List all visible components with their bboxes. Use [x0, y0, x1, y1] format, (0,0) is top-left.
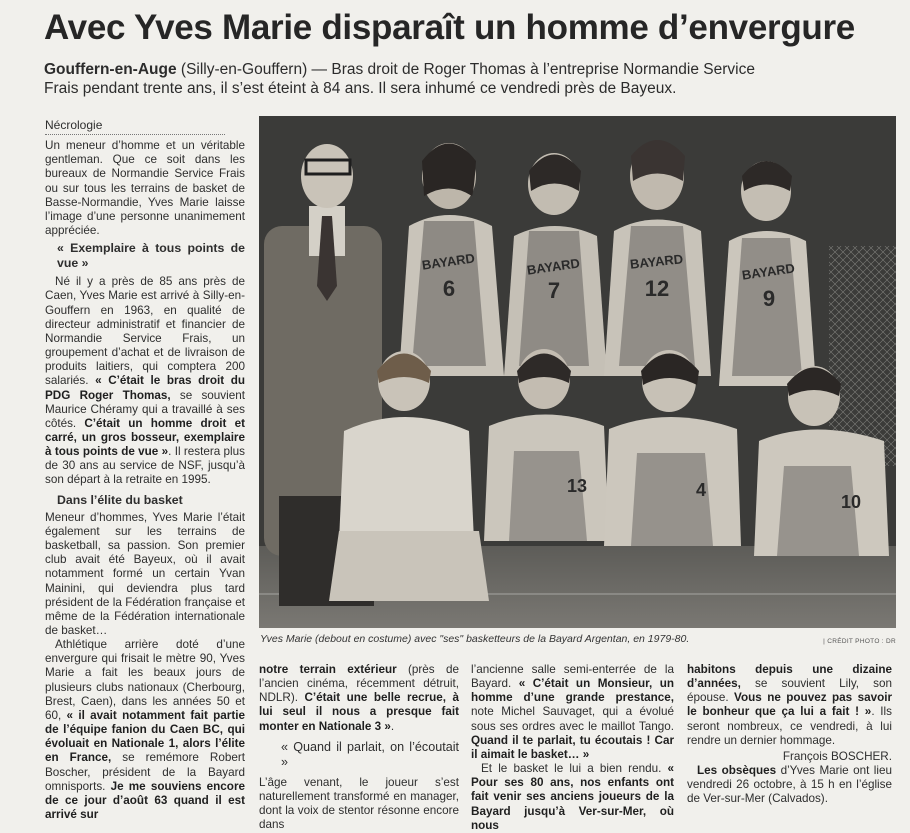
subheading-ecoutait: « Quand il parlait, on l’écoutait » [281, 739, 459, 769]
rubric-label: Nécrologie [45, 118, 225, 135]
standfirst-line2: Frais pendant trente ans, il s’est éteint à 84 ans. Il sera inhumé ce vendredi près de Bayeux. [44, 80, 677, 97]
column-1 [45, 118, 245, 822]
paragraph-manager: L’âge venant, le joueur s’est naturellement transformé en manager, dont la voix de stentor résonne encore dans [259, 775, 459, 832]
jersey-number-1: 6 [442, 276, 456, 301]
quote-homme-droit: C’était un homme droit et carré, un gros bosseur, exemplaire à tous points de vue » [45, 416, 245, 459]
obseques-label: Les obsèques [697, 764, 777, 778]
paragraph-hommage [687, 663, 892, 748]
jersey-text-2: BAYARD [525, 255, 581, 278]
column-3 [471, 663, 674, 833]
jersey-text-3: BAYARD [629, 251, 684, 272]
quote-caen-bc: « il avait notamment fait partie de l’équipe fanion du Caen BC, qui évoluait en Nationale 1, alors l’élite en France, [45, 708, 245, 765]
place-detail: (Silly-en-Gouffern) — [176, 61, 332, 78]
paragraph-80-ans [471, 762, 674, 833]
paragraph-athlete [45, 638, 245, 822]
quote-habitons: habitons depuis une dizaine d’années, [687, 663, 892, 691]
monsieur-text-2: note Michel Sauvaget, qui a évolué sous ses ordres avec le maillot Tango. [471, 705, 674, 733]
quote-80-ans: « Pour ses 80 ans, nos enfants ont fait venir ses anciens joueurs de la Bayard jusqu’à Ver-sur-Mer, où nous [471, 762, 674, 832]
athlete-text-2: se remémore Robert Boscher, président de la Bayard omnisports. [45, 751, 246, 793]
paragraph-terrain [259, 663, 459, 734]
obseques-text: d’Yves Marie ont lieu vendredi 26 octobre, à 15 h en l’église de Ver-sur-Mer (Calvados). [687, 764, 892, 806]
quote-bonheur: Vous ne pouvez pas savoir le bonheur que ça lui a fait ! » [687, 691, 893, 719]
paragraph-obseques [687, 764, 892, 806]
hommage-text: se souvient Lily, son épouse. [687, 677, 892, 705]
column-2 [259, 663, 459, 832]
author-signature: François BOSCHER. [782, 749, 892, 763]
jersey-number-2: 7 [547, 278, 561, 303]
quote-belle-recrue: C’était une belle recrue, à lui seul il nous a presque fait monter en Nationale 3 » [259, 691, 459, 733]
paragraph-basket: Meneur d’hommes, Yves Marie l’était également sur les terrains de basketball, sa passion. Son premier club avait été Bayeux, où il avait notamment formé un certain Yvan Mainini, qui deviendra plus tard président de la Fédération française et même de la Fédération internationale de basket… [45, 510, 245, 637]
quote-terrain: notre terrain extérieur [259, 663, 397, 676]
jersey-number-5: 13 [566, 476, 588, 496]
career-text: Né il y a près de 85 ans près de Caen, Yves Marie est arrivé à Silly-en-Gouffern en 1963, en qualité de directeur administratif et financier de Normandie Service Frais, un groupement d’achat et de livraison de produits laitiers, qui comptera 200 salariés. [45, 275, 245, 388]
subheading-exemplaire: « Exemplaire à tous points de vue » [57, 241, 245, 271]
place-name: Gouffern-en-Auge [44, 61, 177, 78]
team-photo-illustration [259, 116, 896, 628]
headline: Avec Yves Marie disparaît un homme d’envergure [44, 8, 855, 47]
quote-ecoutais: Quand il te parlait, tu écoutais ! Car il aimait le basket… » [471, 733, 674, 761]
basket-rendu-text: Et le basket le lui a bien rendu. [481, 762, 668, 776]
standfirst [44, 60, 904, 98]
monsieur-text: l’ancienne salle semi-enterrée de la Bayard. [471, 663, 674, 691]
quote-souviens: Je me souviens encore de ce jour d’août 63 quand il est arrivé sur [45, 779, 245, 822]
quote-monsieur: « C’était un Monsieur, un homme d’une grande prestance, [471, 677, 674, 705]
intro-paragraph: Un meneur d’homme et un véritable gentleman. Que ce soit dans les bureaux de Normandie Service Frais ou sur tous les terrains de basket de Basse-Normandie, Yves Marie laisse l’image d’une personne unanimement appréciée. [45, 139, 245, 238]
hommage-text-2: . Ils seront nombreux, ce vendredi, à lui rendre un dernier hommage. [687, 705, 892, 747]
jersey-text-1: BAYARD [420, 250, 476, 273]
athlete-text: Athlétique arrière doté d’une envergure qui frisait le mètre 90, Yves Marie a fait les beaux jours de plusieurs clubs nationaux (Cherbourg, Brest, Caen), dans les années 50 et 60, [45, 638, 245, 722]
quote-bras-droit: « C’était le bras droit du PDG Roger Thomas, [45, 374, 245, 402]
career-text-3: . Il restera plus de 30 ans au service de NSF, jusqu’à son départ à la retraite en 1995. [45, 445, 245, 487]
jersey-number-7: 10 [840, 492, 862, 512]
standfirst-line1: Bras droit de Roger Thomas à l’entreprise Normandie Service [331, 61, 755, 78]
column-4 [687, 663, 892, 807]
subheading-elite: Dans l’élite du basket [57, 492, 183, 507]
jersey-number-3: 12 [644, 276, 670, 301]
paragraph-career [45, 275, 245, 487]
jersey-text-4: BAYARD [740, 260, 796, 283]
terrain-end: . [390, 719, 395, 733]
jersey-number-4: 9 [762, 286, 776, 311]
photo-credit: | CRÉDIT PHOTO : DR [823, 638, 896, 645]
career-text-2: se souvient Maurice Chéramy qui a travaillé à ses côtés. [45, 388, 245, 430]
jersey-number-6: 4 [695, 480, 707, 500]
paragraph-monsieur [471, 663, 674, 762]
team-photo [259, 116, 896, 628]
photo-caption: Yves Marie (debout en costume) avec "ses" basketteurs de la Bayard Argentan, en 1979-80. [260, 633, 690, 645]
terrain-text: (près de l’ancien cinéma, récemment détruit, NDLR). [259, 663, 459, 705]
